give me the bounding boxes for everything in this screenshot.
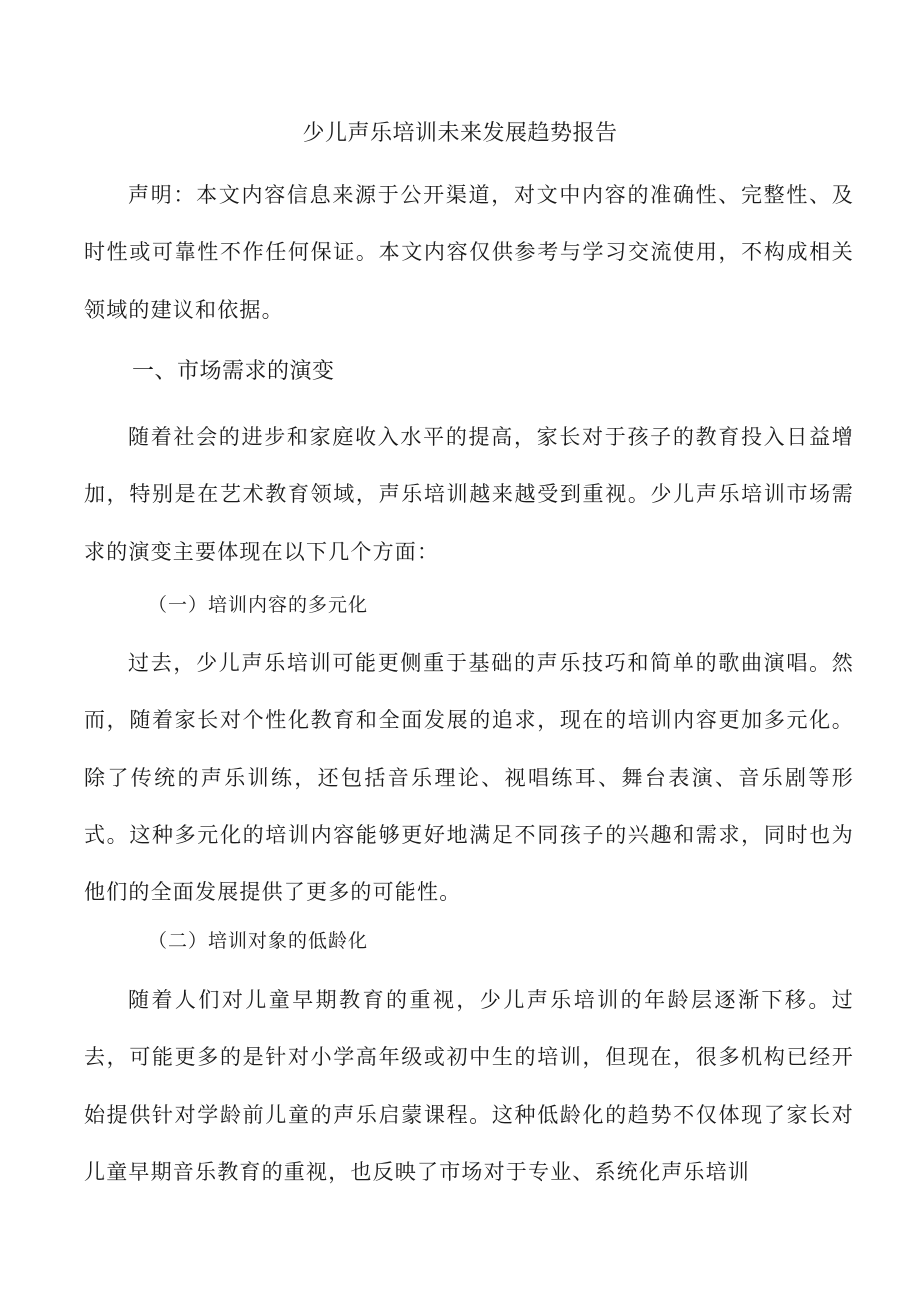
content-diversification-paragraph: 过去，少儿声乐培训可能更侧重于基础的声乐技巧和简单的歌曲演唱。然而，随着家长对个性化教育和全面发展的追求，现在的培训内容更加多元化。除了传统的声乐训练，还包括音乐理论、视唱练耳、舞台表演、音乐剧等形式。这种多元化的培训内容能够更好地满足不同孩子的兴趣和需求，同时也为他们的全面发展提供了更多的可能性。 (84, 651, 854, 905)
document-title: 少儿声乐培训未来发展趋势报告 (302, 121, 618, 146)
subsection-heading-younger-age: （二）培训对象的低龄化 (148, 930, 369, 952)
disclaimer-paragraph: 声明：本文内容信息来源于公开渠道，对文中内容的准确性、完整性、及时性或可靠性不作任何保证。本文内容仅供参考与学习交流使用，不构成相关领域的建议和依据。 (84, 183, 854, 322)
section-heading-market-demand: 一、市场需求的演变 (132, 359, 335, 384)
younger-age-paragraph: 随着人们对儿童早期教育的重视，少儿声乐培训的年龄层逐渐下移。过去，可能更多的是针对小学高年级或初中生的培训，但现在，很多机构已经开始提供针对学龄前儿童的声乐启蒙课程。这种低龄化的趋势不仅体现了家长对儿童早期音乐教育的重视，也反映了市场对于专业、系统化声乐培训 (84, 988, 854, 1184)
subsection-heading-content-diversification: （一）培训内容的多元化 (148, 594, 369, 616)
market-intro-paragraph: 随着社会的进步和家庭收入水平的提高，家长对于孩子的教育投入日益增加，特别是在艺术教育领域，声乐培训越来越受到重视。少儿声乐培训市场需求的演变主要体现在以下几个方面： (84, 425, 854, 564)
